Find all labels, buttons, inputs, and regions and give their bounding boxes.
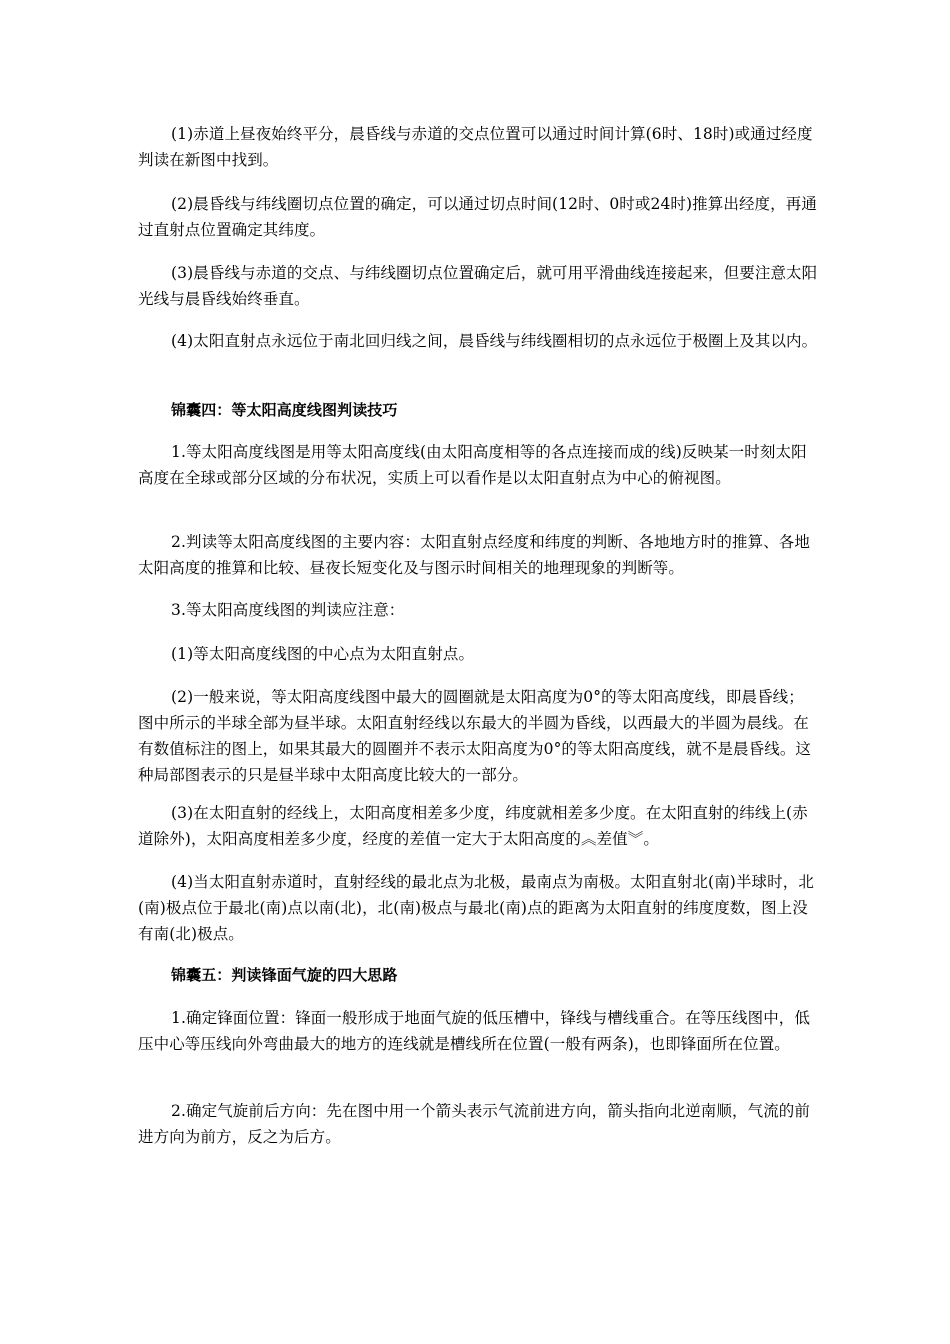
section-heading-5: 锦囊五：判读锋面气旋的四大思路 [171, 966, 398, 984]
paragraph-3: (3)晨昏线与赤道的交点、与纬线圈切点位置确定后，就可用平滑曲线连接起来，但要注意太阳光线与晨昏线始终垂直。 [138, 264, 818, 308]
paragraph-5: 1.等太阳高度线图是用等太阳高度线(由太阳高度相等的各点连接而成的线)反映某一时刻太阳高度在全球或部分区域的分布状况，实质上可以看作是以太阳直射点为中心的俯视图。 [138, 443, 807, 487]
paragraph-4: (4)太阳直射点永远位于南北回归线之间，晨昏线与纬线圈相切的点永远位于极圈上及其以内。 [171, 332, 818, 350]
paragraph-2: (2)晨昏线与纬线圈切点位置的确定，可以通过切点时间(12时、0时或24时)推算出经度，再通过直射点位置确定其纬度。 [138, 195, 817, 239]
paragraph-12: 1.确定锋面位置：锋面一般形成于地面气旋的低压槽中，锋线与槽线重合。在等压线图中，低压中心等压线向外弯曲最大的地方的连线就是槽线所在位置(一般有两条)，也即锋面所在位置。 [138, 1009, 810, 1053]
paragraph-1: (1)赤道上昼夜始终平分，晨昏线与赤道的交点位置可以通过时间计算(6时、18时)或通过经度判读在新图中找到。 [138, 125, 813, 169]
section-heading-4: 锦囊四：等太阳高度线图判读技巧 [171, 401, 398, 419]
paragraph-7: 3.等太阳高度线图的判读应注意： [171, 601, 405, 619]
paragraph-13: 2.确定气旋前后方向：先在图中用一个箭头表示气流前进方向，箭头指向北逆南顺，气流的前进方向为前方，反之为后方。 [138, 1102, 810, 1146]
paragraph-8: (1)等太阳高度线图的中心点为太阳直射点。 [171, 645, 475, 663]
paragraph-6: 2.判读等太阳高度线图的主要内容：太阳直射点经度和纬度的判断、各地地方时的推算、各地太阳高度的推算和比较、昼夜长短变化及与图示时间相关的地理现象的判断等。 [138, 533, 810, 577]
paragraph-11: (4)当太阳直射赤道时，直射经线的最北点为北极，最南点为南极。太阳直射北(南)半球时，北(南)极点位于最北(南)点以南(北)，北(南)极点与最北(南)点的距离为太阳直射的纬度度数，图上没有南(北)极点。 [138, 873, 814, 943]
paragraph-9: (2)一般来说，等太阳高度线图中最大的圆圈就是太阳高度为0°的等太阳高度线，即晨昏线；图中所示的半球全部为昼半球。太阳直射经线以东最大的半圆为昏线，以西最大的半圆为晨线。在有数值标注的图上，如果其最大的圆圈并不表示太阳高度为0°的等太阳高度线，就不是晨昏线。这种局部图表示的只是昼半球中太阳高度比较大的一部分。 [138, 688, 812, 784]
paragraph-10: (3)在太阳直射的经线上，太阳高度相差多少度，纬度就相差多少度。在太阳直射的纬线上(赤道除外)，太阳高度相差多少度，经度的差值一定大于太阳高度的︽差值︾。 [138, 804, 808, 848]
